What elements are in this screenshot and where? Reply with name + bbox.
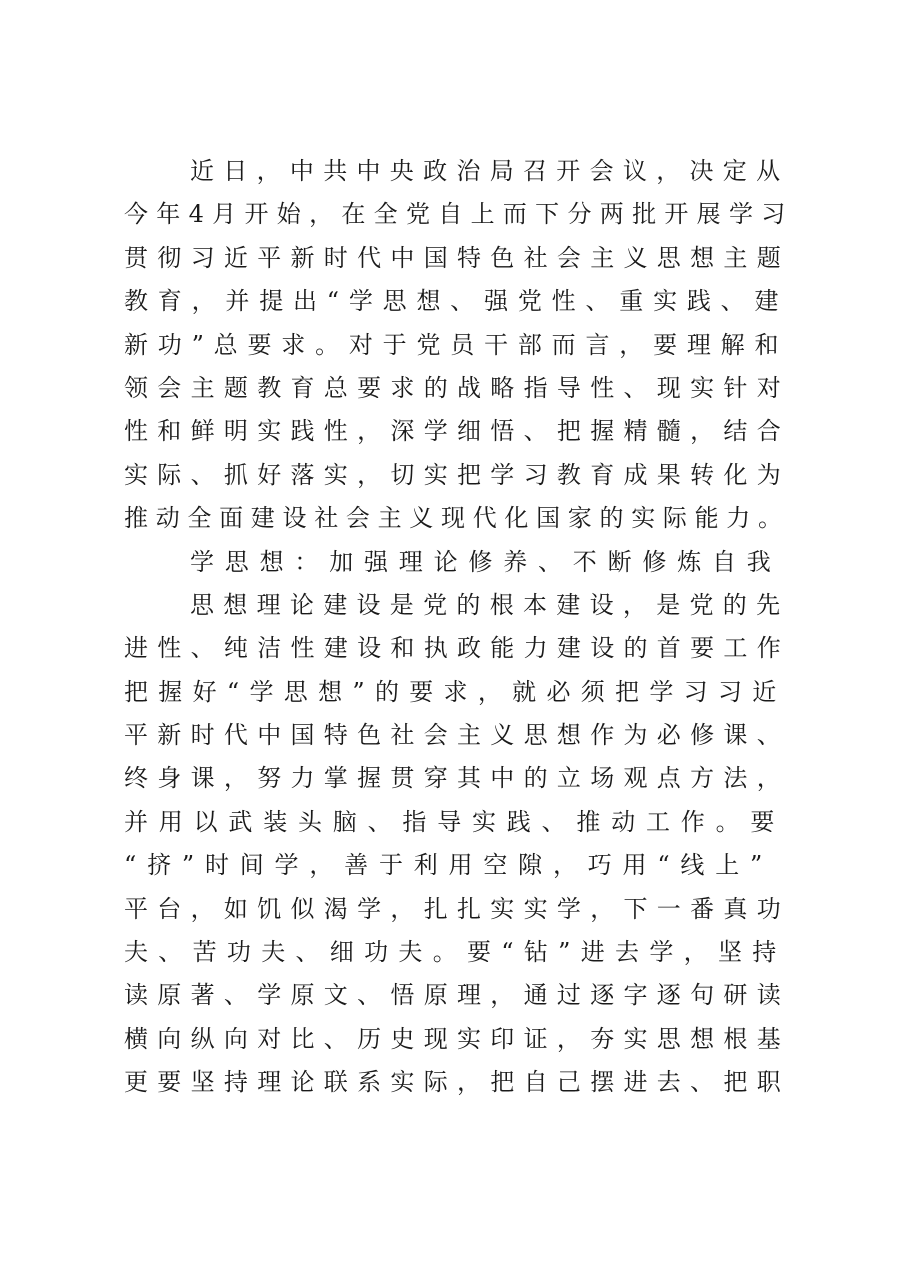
paragraph-line: 横向纵向对比、历史现实印证，夯实思想根基 <box>124 1024 790 1053</box>
paragraph-line: 近日，中共中央政治局召开会议，决定从 <box>190 157 790 185</box>
paragraph-line: 教育，并提出“学思想、强党性、重实践、建 <box>124 287 789 316</box>
paragraph-line: 夫、苦功夫、细功夫。要“钻”进去学，坚持 <box>124 938 787 967</box>
section-heading: 学思想：加强理论修养、不断修炼自我 <box>190 547 782 576</box>
paragraph-line: 领会主题教育总要求的战略指导性、现实针对 <box>124 373 790 402</box>
paragraph-line: 把握好“学思想”的要求，就必须把学习习近 <box>124 677 787 706</box>
paragraph-line: 实际、抓好落实，切实把学习教育成果转化为 <box>124 460 790 489</box>
paragraph-line: 终身课，努力掌握贯穿其中的立场观点方法， <box>124 764 790 793</box>
paragraph-line: 今年4月开始，在全党自上而下分两批开展学习 <box>124 200 794 229</box>
paragraph-line: “挤”时间学，善于利用空隙，巧用“线上” <box>124 851 774 880</box>
paragraph-line: 推动全面建设社会主义现代化国家的实际能力。 <box>124 504 790 533</box>
paragraph-line: 平台，如饥似渴学，扎扎实实学，下一番真功 <box>124 894 790 923</box>
paragraph-line: 并用以武装头脑、指导实践、推动工作。要 <box>124 807 786 836</box>
paragraph-line: 性和鲜明实践性，深学细悟、把握精髓，结合 <box>124 417 790 446</box>
paragraph-line: 更要坚持理论联系实际，把自己摆进去、把职 <box>124 1068 790 1097</box>
paragraph-line: 贯彻习近平新时代中国特色社会主义思想主题 <box>124 243 790 272</box>
paragraph-line: 平新时代中国特色社会主义思想作为必修课、 <box>124 721 790 750</box>
paragraph-line: 读原著、学原文、悟原理，通过逐字逐句研读 <box>124 981 790 1010</box>
paragraph-line: 进性、纯洁性建设和执政能力建设的首要工作 <box>124 634 790 663</box>
paragraph-line: 思想理论建设是党的根本建设，是党的先 <box>190 590 790 619</box>
paragraph-line: 新功”总要求。对于党员干部而言，要理解和 <box>124 330 789 359</box>
document-body <box>124 150 794 1105</box>
